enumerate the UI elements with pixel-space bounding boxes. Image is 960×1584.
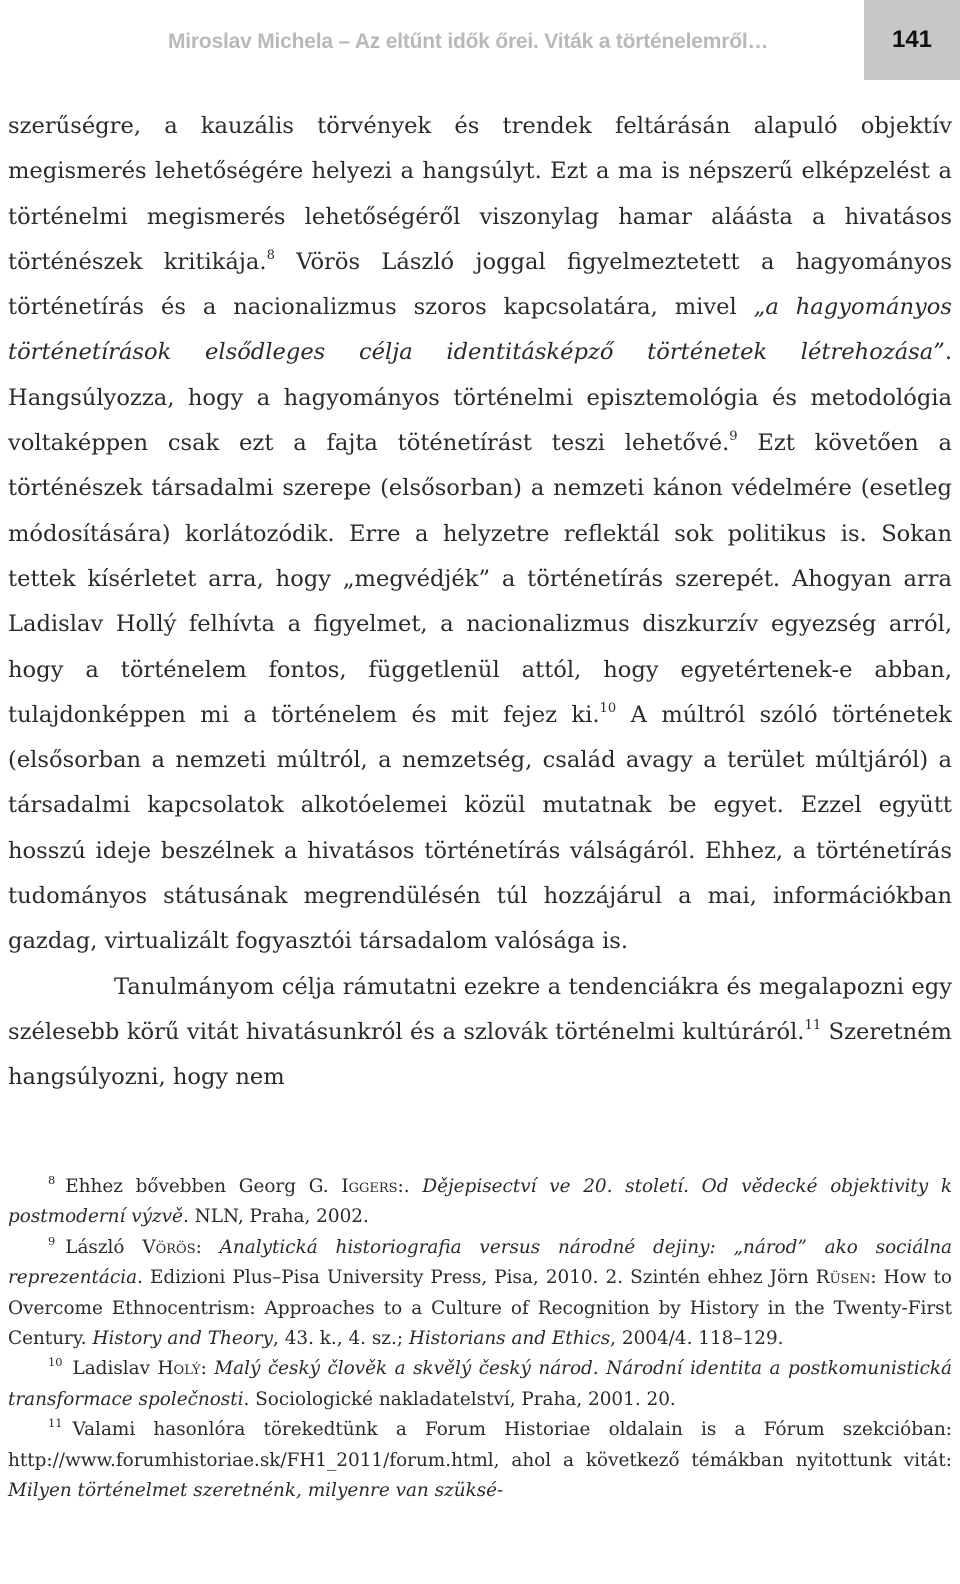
footnote-ref-9[interactable]: 9 <box>729 429 738 445</box>
footnote-text: : How to Overcome Ethnocentrism: Approaches to a Culture of Recognition by History in the Twenty-First Century. <box>8 1267 952 1350</box>
footnote-text: , 2004/4. 118–129. <box>610 1328 784 1350</box>
footnote-text: :. <box>397 1176 423 1197</box>
footnote-ref-10[interactable]: 10 <box>599 701 617 717</box>
footnote-text: : <box>195 1236 220 1258</box>
footnote-ref-8[interactable]: 8 <box>266 248 275 264</box>
footnote-text: . Edizioni Plus–Pisa University Press, Pisa, 2010. 2. Szintén ehhez Jörn <box>137 1267 816 1289</box>
footnote-text: : <box>200 1358 215 1380</box>
author-name: Rüsen <box>815 1267 871 1289</box>
footnote-10 <box>8 1354 952 1415</box>
footnote-11 <box>8 1415 952 1506</box>
footnotes <box>8 1172 952 1506</box>
paragraph <box>8 104 952 965</box>
footnote-ref-11[interactable]: 11 <box>804 1018 822 1034</box>
footnote-number: 10 <box>48 1355 63 1370</box>
text-run: Vörös László joggal figyelmeztetett a hagyományos történetírás és a nacionalizmus szoros kapcsolatára, mivel <box>8 248 952 321</box>
footnote-number: 11 <box>48 1416 63 1431</box>
text-run: . Hangsúlyozza, hogy a hagyományos történelmi episztemológia és metodológia voltaképpen csak ezt a fajta töténetírást teszi lehetővé. <box>8 339 952 457</box>
work-title: Analytická historiografia versus národné dejiny: „národ” ako sociálna reprezentácia <box>8 1236 953 1289</box>
work-title: Milyen történelmet szeretnénk, milyenre van szüksé- <box>8 1480 504 1502</box>
text-run: A múltról szóló történetek (elsősorban a nemzeti múltról, a nemzetség, család avagy a terület múltjáról) a társadalmi kapcsolatok alkotóelemei közül mutatnak be egyet. Ezzel együtt hosszú ideje beszélnek a hivatásos történetírás válságáról. Ehhez, a történetírás tudományos státusának megrendülésén túl hozzájárul a mai, információkban gazdag, virtualizált fogyasztói társadalom valósága is. <box>8 701 952 955</box>
footnote-text: Valami hasonlóra törekedtünk a Forum Historiae oldalain is a Fórum szekcióban: http://www.forumhistoriae.sk/FH1_2011/forum.html, ahol a következő témákban nyitottunk vitát: <box>8 1419 952 1471</box>
quotation: „a hagyományos történetírások elsődleges célja identitásképző történetek létrehozása” <box>8 294 952 366</box>
footnote-text: , 43. k., 4. sz.; <box>273 1328 409 1350</box>
author-name: Vörös <box>142 1236 196 1258</box>
footnote-number: 9 <box>48 1233 56 1248</box>
footnote-text: Ladislav <box>72 1358 158 1380</box>
text-run: szerűségre, a kauzális törvények és trendek feltárásán alapuló objektív megismerés lehetőségére helyezi a hangsúlyt. Ezt a ma is népszerű elképzelést a történelmi megismerés lehetőségéről viszonylag hamar aláásta a hivatásos történészek kritikája. <box>8 113 952 275</box>
journal-title: History and Theory <box>92 1328 273 1350</box>
footnote-number: 8 <box>48 1173 56 1188</box>
work-title: Malý český člověk a skvělý český národ. Národní identita a postkomunistická transformace společnosti <box>8 1358 952 1410</box>
footnote-text: . Sociologické nakladatelství, Praha, 2001. 20. <box>243 1388 676 1410</box>
text-run: Ezt követően a történészek társadalmi szerepe (elsősorban) a nemzeti kánon védelmére (esetleg módosítására) korlátozódik. Erre a helyzetre reflektál sok politikus is. Sokan tettek kísérletet arra, hogy „megvédjék” a történetírás szerepét. Ahogyan arra Ladislav Hollý felhívta a figyelmet, a nacionalizmus diszkurzív egyezség arról, hogy a történelem fontos, függetlenül attól, hogy egyetértenek-e abban, tulajdonképpen mi a történelem és mit fejez ki. <box>8 430 952 728</box>
footnote-8 <box>8 1172 952 1233</box>
text-run: Tanulmányom célja rámutatni ezekre a tendenciákra és megalapozni egy szélesebb körű vitát hivatásunkról és a szlovák történelmi kultúráról. <box>8 973 952 1045</box>
footnote-text: . NLN, Praha, 2002. <box>182 1206 369 1228</box>
body-text <box>8 104 952 1101</box>
page-header <box>0 0 960 82</box>
running-title: Miroslav Michela – Az eltűnt idők őrei. Viták a történelemről… <box>168 30 769 53</box>
paragraph <box>8 965 952 1101</box>
page-number: 141 <box>864 0 960 80</box>
work-title: Dějepisectví ve 20. století. Od vědecké objektivity k postmoderní výzvě <box>8 1176 953 1228</box>
author-name: Iggers <box>341 1176 398 1197</box>
footnote-text: László <box>65 1236 143 1258</box>
footnote-9 <box>8 1233 952 1355</box>
author-name: Holý <box>157 1358 201 1380</box>
text-run: Szeretném hangsúlyozni, hogy nem <box>8 1018 952 1091</box>
footnote-text: Ehhez bővebben Georg G. <box>65 1176 342 1197</box>
journal-title: Historians and Ethics <box>408 1328 611 1350</box>
